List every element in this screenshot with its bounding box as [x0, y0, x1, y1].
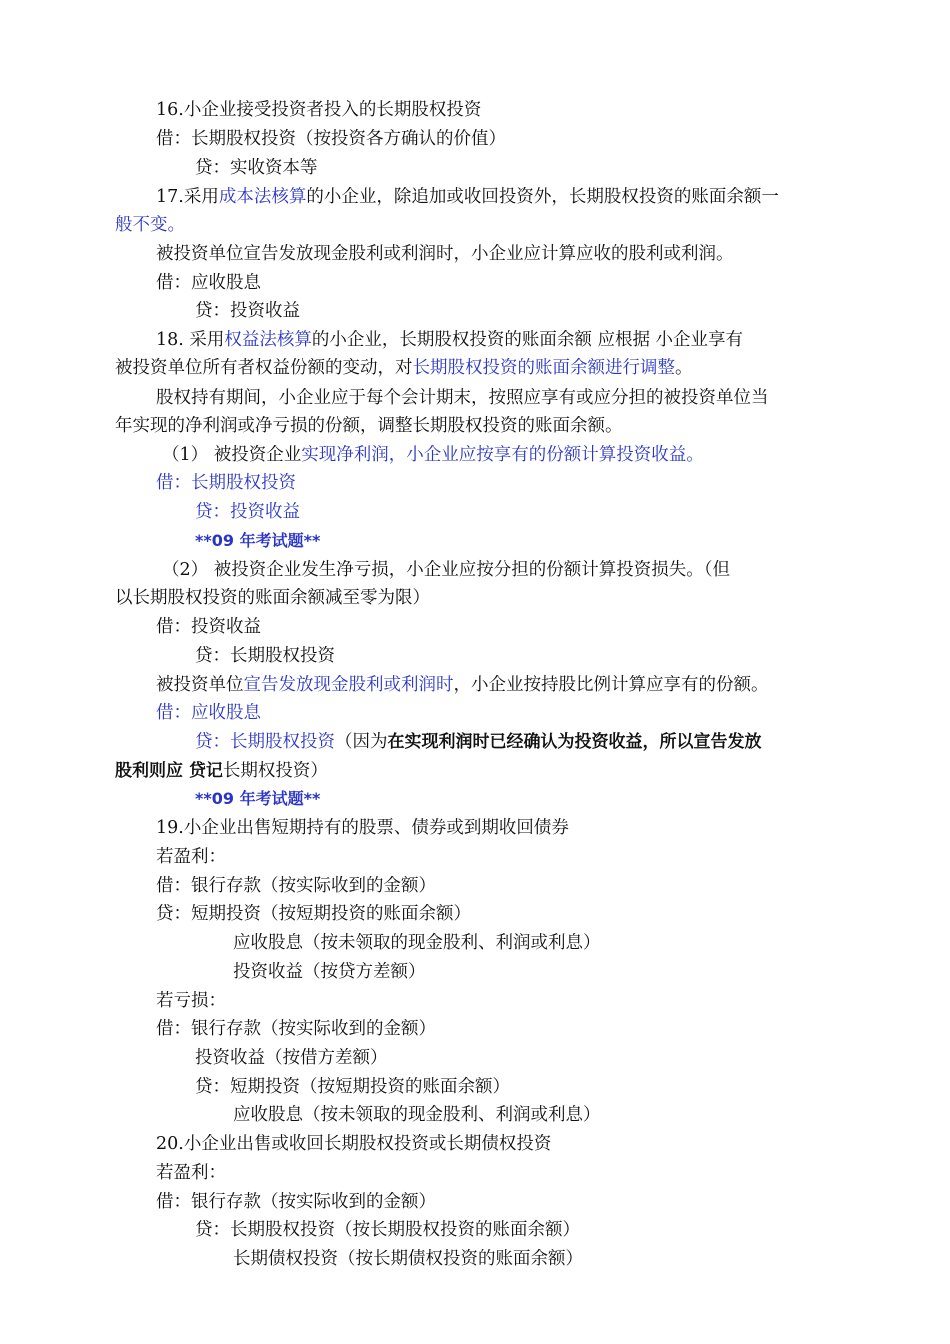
highlight-text: 宣告发放现金股利或利润时	[243, 675, 454, 695]
text: 贷：短期投资（按短期投资的账面余额）	[195, 1077, 510, 1097]
text: 贷：投资收益	[195, 502, 300, 522]
entry-credit	[0, 644, 950, 668]
text: 借：长期股权投资（按投资各方确认的价值）	[156, 129, 506, 149]
entry-debit	[0, 615, 950, 639]
case-1	[0, 443, 950, 467]
highlight-text: 长期股权投资的账面余额进行调整	[412, 358, 675, 378]
text: （因为	[335, 732, 388, 752]
text: 借：应收股息	[156, 273, 261, 293]
exam-note	[0, 529, 950, 553]
item-18-heading	[0, 328, 950, 352]
text: ，小企业按持股比例计算应享有的份额。	[453, 675, 769, 695]
paragraph	[0, 386, 950, 410]
highlight-text: 成本法核算	[218, 187, 307, 207]
text: 。	[675, 358, 693, 378]
text: 应收股息（按未领取的现金股利、利润或利息）	[233, 933, 601, 953]
case-gain	[0, 1161, 950, 1185]
item-19-heading	[0, 816, 950, 840]
text: 若亏损：	[156, 991, 226, 1011]
entry-debit	[0, 471, 950, 495]
case-2	[0, 558, 950, 582]
text: 借：银行存款（按实际收到的金额）	[156, 1019, 436, 1039]
entry-debit	[0, 127, 950, 151]
paragraph	[0, 673, 950, 697]
entry-credit-continued	[0, 759, 950, 783]
entry-debit	[0, 271, 950, 295]
text: 16.小企业接受投资者投入的长期股权投资	[156, 100, 482, 120]
text: 借：银行存款（按实际收到的金额）	[156, 876, 436, 896]
text: 贷：长期股权投资	[195, 646, 335, 666]
text: 被投资单位所有者权益份额的变动，对	[115, 358, 413, 378]
text: （2） 被投资企业发生净亏损，小企业应按分担的份额计算投资损失。（但	[162, 560, 730, 580]
text: 贷：实收资本等	[195, 158, 318, 178]
item-18-continued	[0, 356, 950, 380]
entry-credit-line	[0, 931, 950, 955]
text: 20.小企业出售或收回长期股权投资或长期债权投资	[156, 1134, 552, 1154]
item-17-heading	[0, 185, 950, 209]
entry-credit	[0, 500, 950, 524]
text: （1） 被投资企业	[162, 445, 302, 465]
entry-credit	[0, 902, 950, 926]
text: 的小企业，长期股权投资的账面余额 应根据 小企业享有	[311, 330, 744, 350]
exam-note	[0, 787, 950, 811]
text: 17.采用	[156, 187, 219, 207]
text: 借：投资收益	[156, 617, 261, 637]
text: 借：应收股息	[156, 703, 261, 723]
text: 年实现的净利润或净亏损的份额，调整长期股权投资的账面余额。	[115, 416, 623, 436]
text: 长期权投资）	[222, 761, 328, 781]
highlight-text: 权益法核算	[224, 330, 312, 350]
text: 长期债权投资（按长期债权投资的账面余额）	[233, 1249, 583, 1269]
text: 被投资单位宣告发放现金股利或利润时，小企业应计算应收的股利或利润。	[156, 244, 734, 264]
text: 股权持有期间，小企业应于每个会计期末，按照应享有或应分担的被投资单位当	[156, 388, 769, 408]
bold-text: 股利则应 贷记	[115, 761, 223, 781]
text: 投资收益（按贷方差额）	[233, 962, 426, 982]
entry-debit-line	[0, 1046, 950, 1070]
entry-credit-line	[0, 1247, 950, 1271]
entry-credit	[0, 299, 950, 323]
entry-credit-line	[0, 1103, 950, 1127]
paragraph	[0, 242, 950, 266]
highlight-text: 般不变。	[115, 215, 185, 235]
text: 投资收益（按借方差额）	[195, 1048, 388, 1068]
item-20-heading	[0, 1132, 950, 1156]
entry-credit	[0, 156, 950, 180]
case-gain	[0, 845, 950, 869]
entry-credit-line	[0, 960, 950, 984]
entry-debit	[0, 1017, 950, 1041]
text: 借：长期股权投资	[156, 473, 296, 493]
text: 的小企业，除追加或收回投资外，长期股权投资的账面余额一	[306, 187, 779, 207]
paragraph-continued	[0, 414, 950, 438]
exam-label: **09 年考试题**	[195, 789, 321, 808]
entry-debit	[0, 1190, 950, 1214]
entry-debit	[0, 874, 950, 898]
text: 18. 采用	[156, 330, 225, 350]
text: 贷：投资收益	[195, 301, 300, 321]
exam-label: **09 年考试题**	[195, 531, 321, 550]
entry-debit	[0, 701, 950, 725]
case-2-continued	[0, 586, 950, 610]
entry-credit	[0, 1218, 950, 1242]
entry-credit	[0, 1075, 950, 1099]
text: 应收股息（按未领取的现金股利、利润或利息）	[233, 1105, 601, 1125]
text: 贷：短期投资（按短期投资的账面余额）	[156, 904, 471, 924]
text: 贷：长期股权投资（按长期股权投资的账面余额）	[195, 1220, 580, 1240]
case-loss	[0, 989, 950, 1013]
bold-text: 在实现利润时已经确认为投资收益，所以宣告发放	[387, 732, 762, 752]
text: 若盈利：	[156, 1163, 226, 1183]
item-16-heading	[0, 98, 950, 122]
highlight-text: 实现净利润，小企业应按享有的份额计算投资收益。	[301, 445, 704, 465]
text: 若盈利：	[156, 847, 226, 867]
text: 19.小企业出售短期持有的股票、债券或到期收回债券	[156, 818, 569, 838]
text: 以长期股权投资的账面余额减至零为限）	[115, 588, 430, 608]
text: 被投资单位	[156, 675, 244, 695]
text: 借：银行存款（按实际收到的金额）	[156, 1192, 436, 1212]
highlight-text: 贷：长期股权投资	[195, 732, 335, 752]
item-17-continued	[0, 213, 950, 237]
entry-credit	[0, 730, 950, 754]
